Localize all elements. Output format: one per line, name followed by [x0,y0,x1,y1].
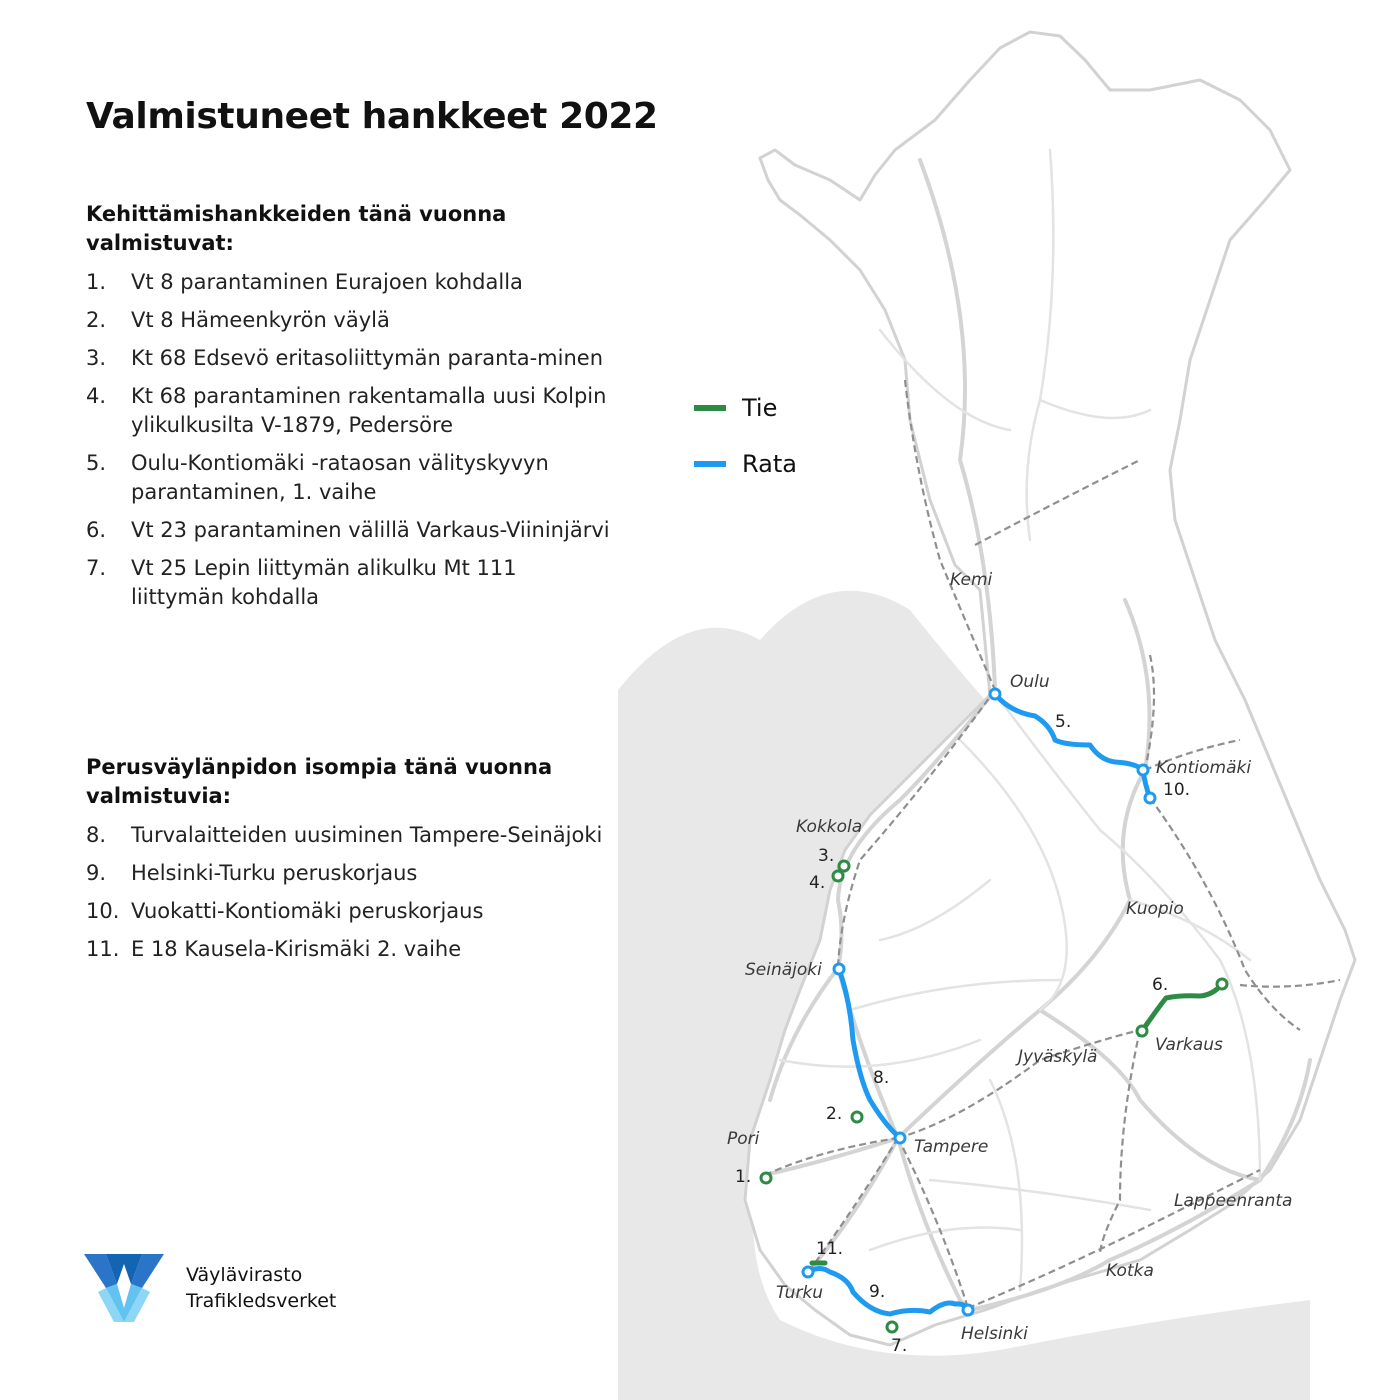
list-item [86,382,616,440]
label-kuopio: Kuopio [1126,899,1184,919]
num-label-8: 8. [873,1068,890,1088]
list-item [86,516,616,545]
marker-3 [839,861,849,871]
page-title: Valmistuneet hankkeet 2022 [86,96,658,137]
maintenance-projects-section [86,753,616,973]
logo-text-finnish: Väylävirasto [186,1264,303,1286]
list-item-number: 4. [86,384,107,408]
list-item [86,344,616,373]
num-label-1: 1. [735,1167,752,1187]
list-item-number: 9. [86,861,107,885]
list-item-number: 1. [86,270,107,294]
num-label-11: 11. [816,1239,844,1259]
list-item [86,935,616,964]
num-label-3: 3. [818,846,835,866]
label-tampere: Tampere [914,1137,989,1157]
label-turku: Turku [776,1283,824,1303]
list-item-number: 10. [86,899,120,923]
maintenance-projects-list [86,821,616,964]
marker-10 [1145,793,1155,803]
list-item-text: Vt 25 Lepin liittymän alikulku Mt 111 liittymän kohdalla [131,556,517,609]
label-kemi: Kemi [950,570,993,590]
label-kontiomaki: Kontiomäki [1156,758,1252,778]
list-item [86,449,616,507]
marker-7 [887,1322,897,1332]
legend-item-road [694,392,797,424]
label-kotka: Kotka [1106,1261,1154,1281]
marker-2 [852,1112,862,1122]
marker-seinajoki [834,964,844,974]
logo-text [186,1262,336,1314]
development-projects-section [86,200,616,621]
marker-helsinki [963,1305,973,1315]
marker-turku [803,1267,813,1277]
label-seinajoki: Seinäjoki [745,960,822,980]
logo-text-swedish: Trafikledsverket [186,1290,337,1312]
list-item-text: Oulu-Kontiomäki -rataosan välityskyvyn parantaminen, 1. vaihe [131,451,549,504]
list-item-text: Vt 8 Hämeenkyrön väylä [131,308,390,332]
list-item-text: Turvalaitteiden uusiminen Tampere-Seinäjoki [131,823,603,847]
marker-tampere [895,1133,905,1143]
vaylavirasto-logo [84,1254,336,1322]
vaylavirasto-logo-icon [84,1254,164,1322]
maintenance-projects-heading: Perusväylänpidon isompia tänä vuonna valmistuvia: [86,755,553,808]
list-item-text: Helsinki-Turku peruskorjaus [131,861,418,885]
marker-varkaus [1137,1026,1147,1036]
list-item [86,554,616,612]
label-oulu: Oulu [1010,672,1050,692]
num-label-9: 9. [869,1282,886,1302]
num-label-2: 2. [826,1104,843,1124]
marker-oulu [990,689,1000,699]
list-item-text: Vuokatti-Kontiomäki peruskorjaus [131,899,484,923]
marker-kontiomaki [1138,765,1148,775]
list-item [86,859,616,888]
label-kokkola: Kokkola [796,817,863,837]
development-projects-list [86,268,616,612]
list-item-number: 6. [86,518,107,542]
development-projects-heading: Kehittämishankkeiden tänä vuonna valmistuvat: [86,202,507,255]
road-swatch [694,405,726,411]
list-item-number: 2. [86,308,107,332]
list-item [86,821,616,850]
list-item-text: E 18 Kausela-Kirismäki 2. vaihe [131,937,462,961]
list-item-number: 8. [86,823,107,847]
list-item-text: Kt 68 parantaminen rakentamalla uusi Kolpin ylikulkusilta V-1879, Pedersöre [131,384,607,437]
list-item-number: 5. [86,451,107,475]
legend-label-rail: Rata [742,450,797,478]
num-label-10: 10. [1163,780,1191,800]
num-label-6: 6. [1152,975,1169,995]
list-item-number: 7. [86,556,107,580]
list-item-text: Vt 8 parantaminen Eurajoen kohdalla [131,270,523,294]
label-helsinki: Helsinki [961,1324,1028,1344]
marker-4 [833,871,843,881]
legend-item-rail [694,448,797,480]
list-item-text: Vt 23 parantaminen välillä Varkaus-Viininjärvi [131,518,610,542]
num-label-4: 4. [809,873,826,893]
list-item-number: 3. [86,346,107,370]
list-item [86,897,616,926]
list-item [86,306,616,335]
num-label-7: 7. [891,1336,908,1356]
label-lappeenranta: Lappeenranta [1174,1191,1293,1211]
list-item [86,268,616,297]
label-jyvaskyla: Jyväskylä [1018,1047,1098,1067]
list-item-number: 11. [86,937,120,961]
legend-label-road: Tie [742,394,778,422]
label-pori: Pori [727,1129,760,1149]
label-varkaus: Varkaus [1155,1035,1223,1055]
map-legend [694,392,797,504]
marker-1 [761,1173,771,1183]
marker-6 [1217,979,1227,989]
rail-swatch [694,461,726,467]
num-label-5: 5. [1055,712,1072,732]
list-item-text: Kt 68 Edsevö eritasoliittymän paranta-minen [131,346,603,370]
